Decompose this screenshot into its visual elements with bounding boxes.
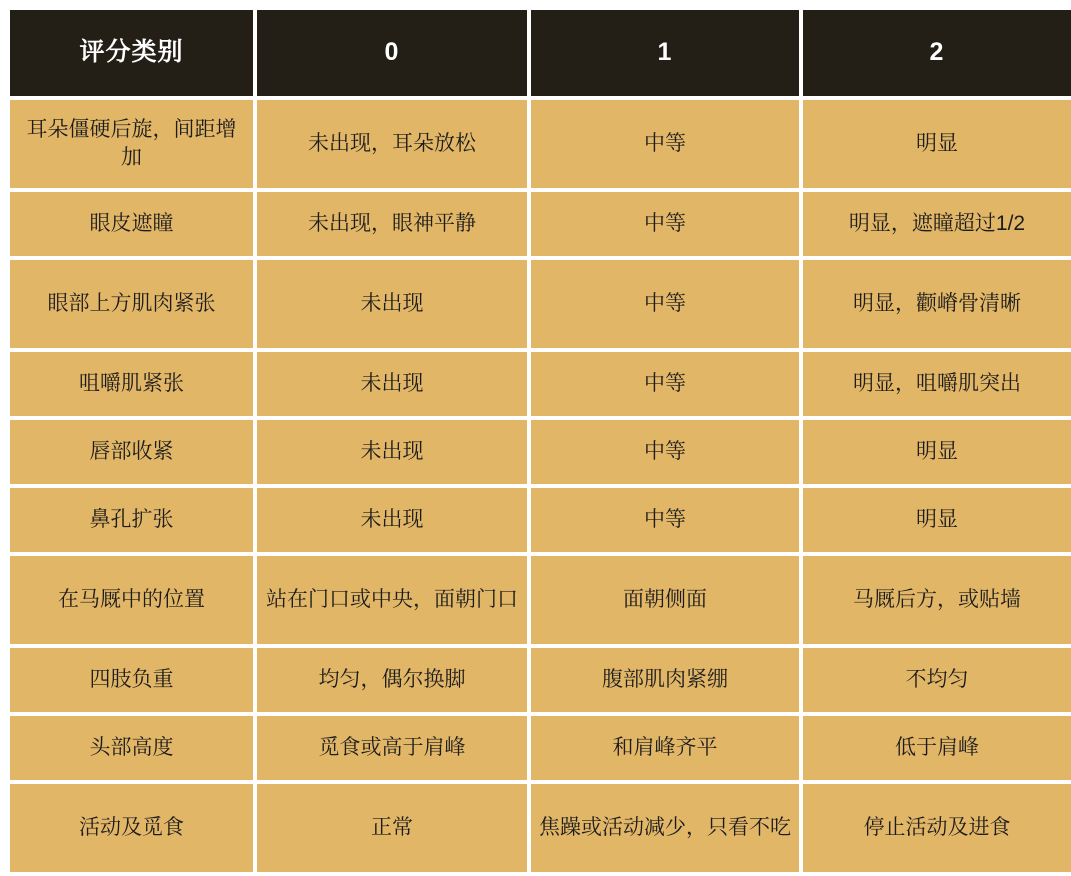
row-label: 四肢负重 [10, 648, 253, 712]
column-header-score-1: 1 [531, 10, 799, 96]
cell-score-2: 明显，遮瞳超过1/2 [803, 192, 1071, 256]
cell-score-1: 腹部肌肉紧绷 [531, 648, 799, 712]
cell-score-1: 中等 [531, 352, 799, 416]
cell-score-1: 面朝侧面 [531, 556, 799, 644]
cell-score-2: 低于肩峰 [803, 716, 1071, 780]
column-header-score-0: 0 [257, 10, 527, 96]
column-header-score-2: 2 [803, 10, 1071, 96]
cell-score-1: 中等 [531, 488, 799, 552]
table-row [10, 352, 1071, 416]
cell-score-0: 均匀，偶尔换脚 [257, 648, 527, 712]
table-row [10, 260, 1071, 348]
table-row [10, 648, 1071, 712]
cell-score-2: 不均匀 [803, 648, 1071, 712]
row-label: 咀嚼肌紧张 [10, 352, 253, 416]
row-label: 头部高度 [10, 716, 253, 780]
cell-score-2: 明显 [803, 488, 1071, 552]
row-label: 耳朵僵硬后旋，间距增加 [10, 100, 253, 188]
cell-score-2: 马厩后方，或贴墙 [803, 556, 1071, 644]
pain-score-table [6, 6, 1071, 876]
cell-score-1: 和肩峰齐平 [531, 716, 799, 780]
cell-score-1: 中等 [531, 192, 799, 256]
table-header-row [10, 10, 1071, 96]
cell-score-2: 明显，颧嵴骨清晰 [803, 260, 1071, 348]
cell-score-1: 焦躁或活动减少，只看不吃 [531, 784, 799, 872]
cell-score-1: 中等 [531, 260, 799, 348]
table-row [10, 716, 1071, 780]
cell-score-2: 明显 [803, 100, 1071, 188]
cell-score-0: 未出现，耳朵放松 [257, 100, 527, 188]
cell-score-0: 未出现 [257, 352, 527, 416]
column-header-category: 评分类别 [10, 10, 253, 96]
row-label: 在马厩中的位置 [10, 556, 253, 644]
cell-score-1: 中等 [531, 100, 799, 188]
table-row [10, 100, 1071, 188]
table-header [10, 10, 1071, 96]
cell-score-0: 未出现 [257, 488, 527, 552]
row-label: 活动及觅食 [10, 784, 253, 872]
cell-score-0: 正常 [257, 784, 527, 872]
cell-score-2: 停止活动及进食 [803, 784, 1071, 872]
cell-score-0: 觅食或高于肩峰 [257, 716, 527, 780]
table-row [10, 192, 1071, 256]
table-body [10, 100, 1071, 872]
cell-score-0: 未出现 [257, 260, 527, 348]
cell-score-0: 未出现 [257, 420, 527, 484]
row-label: 唇部收紧 [10, 420, 253, 484]
cell-score-0: 未出现，眼神平静 [257, 192, 527, 256]
row-label: 眼部上方肌肉紧张 [10, 260, 253, 348]
cell-score-1: 中等 [531, 420, 799, 484]
cell-score-0: 站在门口或中央，面朝门口 [257, 556, 527, 644]
cell-score-2: 明显，咀嚼肌突出 [803, 352, 1071, 416]
cell-score-2: 明显 [803, 420, 1071, 484]
table-row [10, 784, 1071, 872]
table-row [10, 420, 1071, 484]
table-row [10, 556, 1071, 644]
row-label: 眼皮遮瞳 [10, 192, 253, 256]
row-label: 鼻孔扩张 [10, 488, 253, 552]
table-row [10, 488, 1071, 552]
